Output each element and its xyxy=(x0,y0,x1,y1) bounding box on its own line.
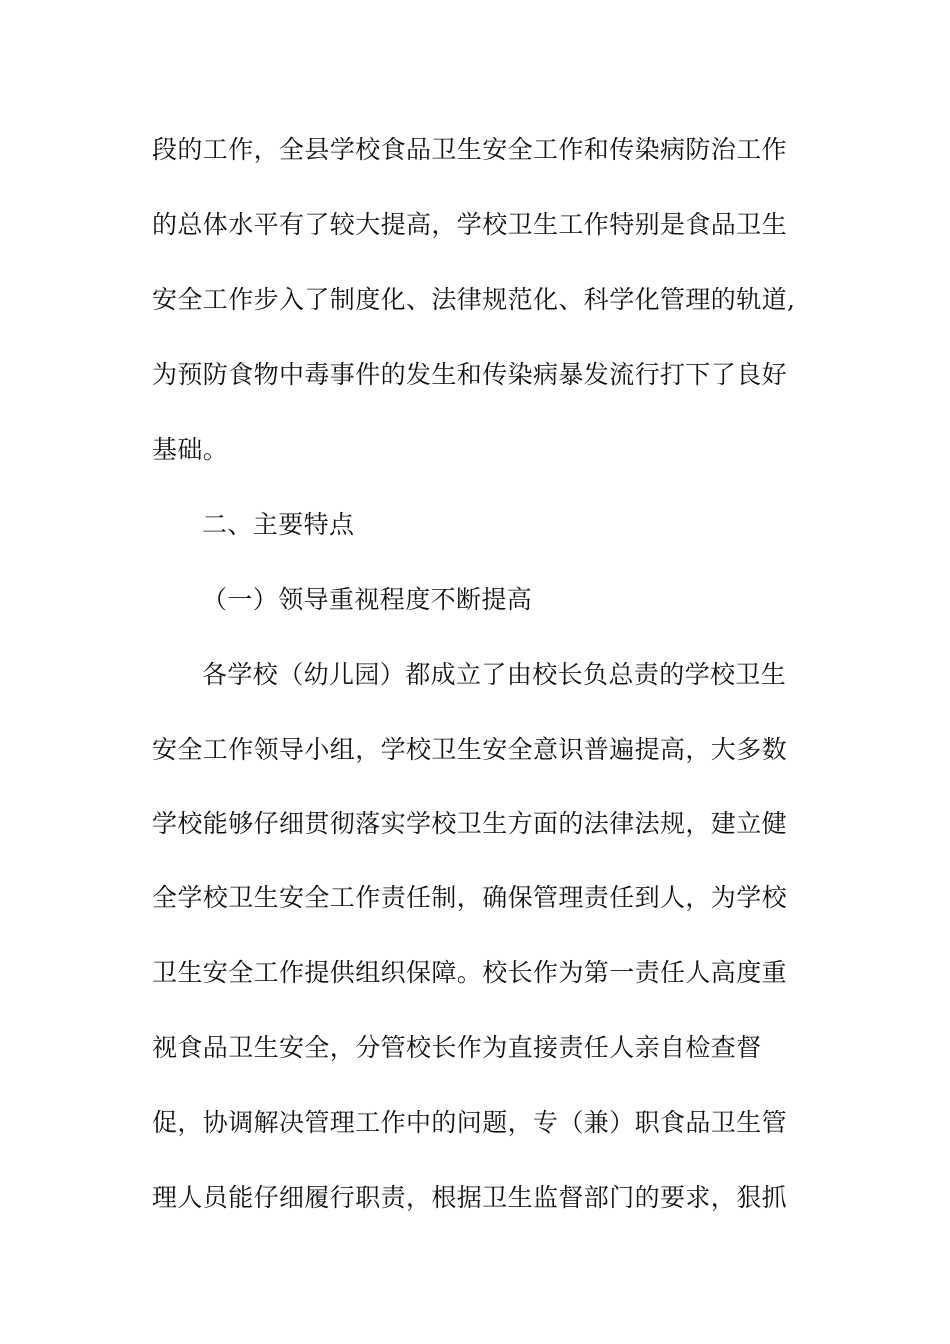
paragraph-line: 视食品卫生安全，分管校长作为直接责任人亲自检查督 xyxy=(152,1033,762,1062)
paragraph-line: 各学校（幼儿园）都成立了由校长负总责的学校卫生 xyxy=(202,660,787,689)
paragraph-line: 促，协调解决管理工作中的问题，专（兼）职食品卫生管 xyxy=(152,1108,788,1137)
paragraph-line: 全学校卫生安全工作责任制，确保管理责任到人，为学校 xyxy=(152,883,788,912)
paragraph-line: 为预防食物中毒事件的发生和传染病暴发流行打下了良好 xyxy=(152,360,788,389)
subsection-heading: （一）领导重视程度不断提高 xyxy=(202,585,533,614)
paragraph-line: 卫生安全工作提供组织保障。校长作为第一责任人高度重 xyxy=(152,958,788,987)
paragraph-line: 安全工作步入了制度化、法律规范化、科学化管理的轨道, xyxy=(152,285,796,314)
paragraph-line: 段的工作，全县学校食品卫生安全工作和传染病防治工作 xyxy=(152,135,788,164)
paragraph-line: 学校能够仔细贯彻落实学校卫生方面的法律法规，建立健 xyxy=(152,809,788,838)
section-heading: 二、主要特点 xyxy=(202,510,355,539)
paragraph-line: 安全工作领导小组，学校卫生安全意识普遍提高，大多数 xyxy=(152,735,788,764)
paragraph-line: 的总体水平有了较大提高，学校卫生工作特别是食品卫生 xyxy=(152,210,788,239)
paragraph-line: 理人员能仔细履行职责，根据卫生监督部门的要求，狠抓 xyxy=(152,1183,788,1212)
paragraph-line: 基础。 xyxy=(152,435,229,464)
